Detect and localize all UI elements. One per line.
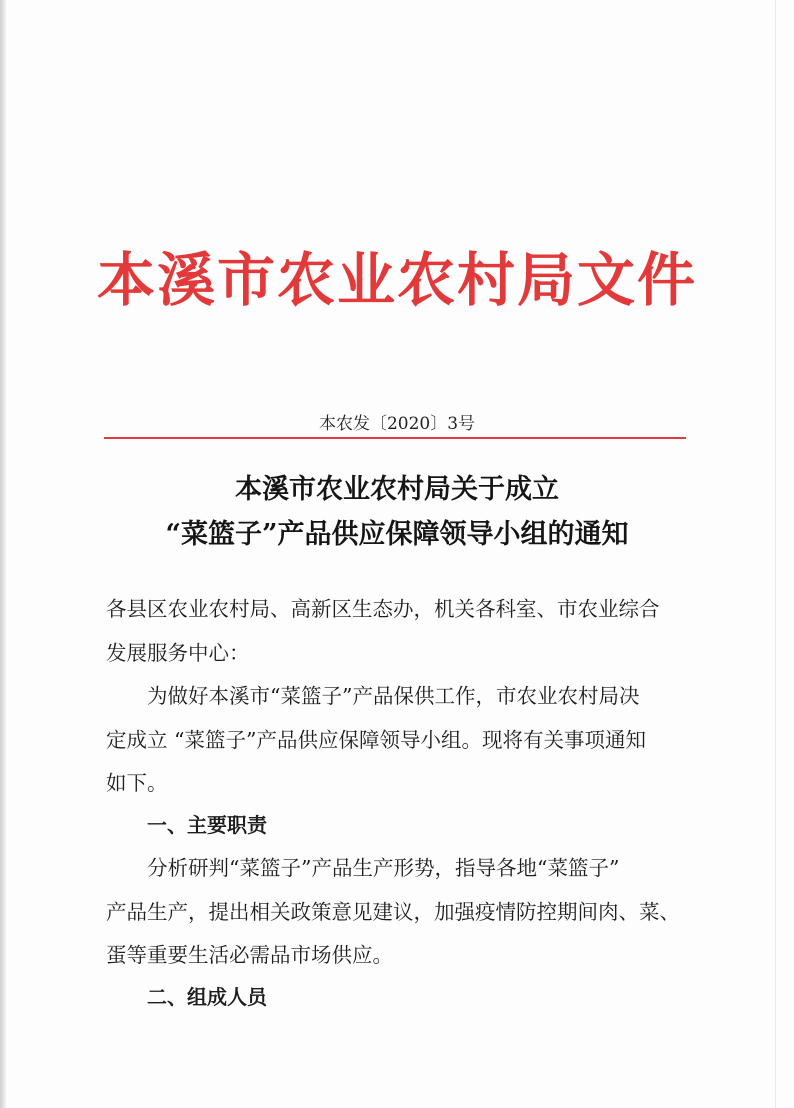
addressee-line-1: 各县区农业农村局、高新区生态办，机关各科室、市农业综合 bbox=[106, 597, 660, 621]
intro-line-1: 为做好本溪市“菜篮子”产品保供工作，市农业农村局决 bbox=[147, 684, 640, 708]
notice-title-line-2: “菜篮子”产品供应保障领导小组的通知 bbox=[165, 519, 629, 550]
section-1-heading: 一、主要职责 bbox=[147, 813, 267, 837]
notice-title-line-1: 本溪市农业农村局关于成立 bbox=[235, 474, 559, 505]
section-1-line-3: 蛋等重要生活必需品市场供应。 bbox=[106, 943, 393, 967]
agency-header-title: 本溪市农业农村局文件 bbox=[96, 246, 697, 314]
document-number: 本农发〔2020〕3号 bbox=[318, 414, 476, 434]
intro-line-2: 定成立 “菜篮子”产品供应保障领导小组。现将有关事项通知 bbox=[106, 728, 646, 752]
red-separator-line bbox=[104, 437, 686, 439]
section-1-line-1: 分析研判“菜篮子”产品生产形势，指导各地“菜篮子” bbox=[147, 856, 620, 880]
section-1-line-2: 产品生产，提出相关政策意见建议，加强疫情防控期间肉、菜、 bbox=[106, 900, 680, 924]
section-2-heading: 二、组成人员 bbox=[147, 985, 267, 1009]
addressee-line-2: 发展服务中心： bbox=[106, 641, 250, 665]
intro-line-3: 如下。 bbox=[106, 771, 168, 795]
